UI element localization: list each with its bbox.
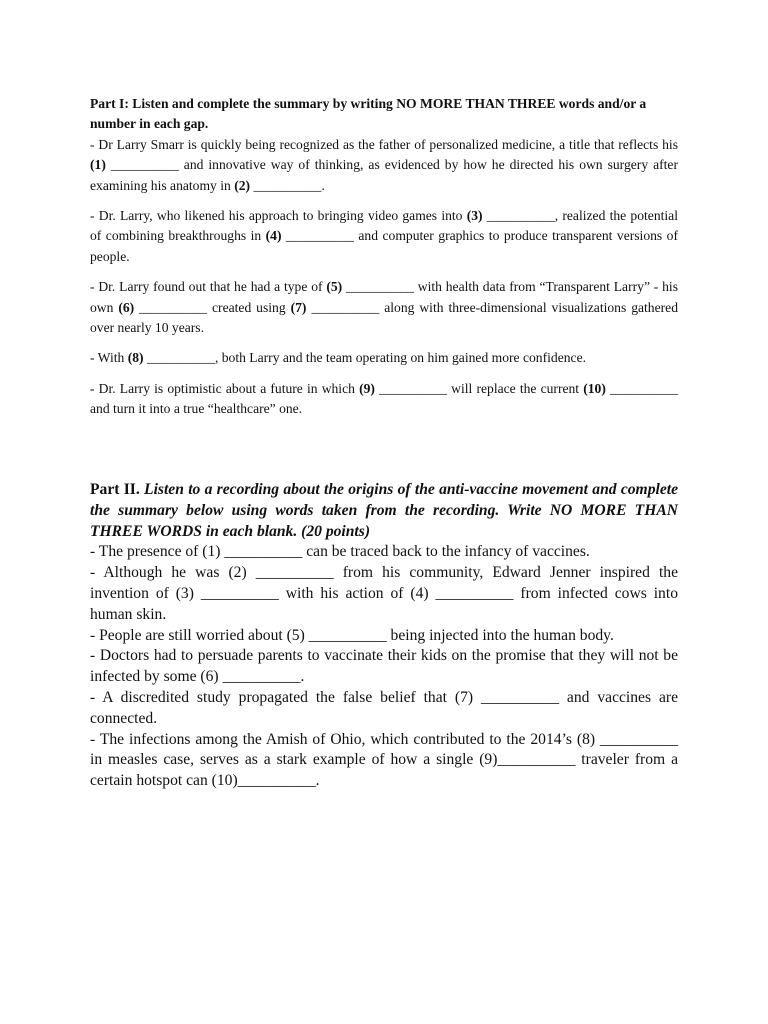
gap-number: (7) bbox=[290, 299, 307, 315]
part-one-item bbox=[90, 206, 678, 267]
part-one-item bbox=[90, 277, 678, 338]
part-two-heading bbox=[90, 480, 678, 542]
item-text: - With bbox=[90, 350, 128, 366]
gap-number: (4) bbox=[265, 228, 282, 244]
part-one-item bbox=[90, 379, 678, 420]
item-text: __________ and computer graphics to produce transparent versions of people. bbox=[90, 228, 679, 264]
item-text: __________, realized the potential of combining breakthroughs in bbox=[90, 208, 678, 244]
gap-number: (9) bbox=[359, 380, 375, 396]
part-two-section bbox=[90, 480, 678, 792]
gap-number: (2) bbox=[234, 177, 251, 193]
gap-number: (3) bbox=[466, 208, 483, 224]
item-text: - Dr. Larry found out that he had a type of bbox=[90, 279, 327, 295]
part-two-item: - A discredited study propagated the false belief that (7) __________ and vaccines are connected. bbox=[90, 688, 678, 727]
part-one-heading: Part I: Listen and complete the summary by writing NO MORE THAN THREE words and/or a number in each gap. bbox=[90, 96, 647, 132]
gap-number: (8) bbox=[127, 350, 144, 366]
item-text: __________ will replace the current bbox=[374, 380, 584, 396]
part-two-item: - Although he was (2) __________ from his community, Edward Jenner inspired the invention of (3) __________ with his action of (4) __________ from infected cows into human skin. bbox=[90, 564, 678, 623]
part-two-label: Part II. bbox=[90, 481, 140, 498]
gap-number: (1) bbox=[90, 157, 106, 173]
item-text: __________. bbox=[250, 177, 325, 193]
part-two-item: - The infections among the Amish of Ohio, which contributed to the 2014’s (8) __________ in measles case, serves as a stark example of how a single (9)__________ traveler from a certain hotspot can (10)__________. bbox=[90, 730, 678, 790]
gap-number: (5) bbox=[326, 279, 343, 295]
gap-number: (6) bbox=[118, 299, 135, 315]
item-text: __________ along with three-dimensional visualizations gathered over nearly 10 years. bbox=[90, 299, 678, 336]
part-two-instruction: Listen to a recording about the origins of the anti-vaccine movement and complete the summary below using words taken from the recording. Write NO MORE THAN THREE WORDS in each blank. (20 points) bbox=[90, 481, 678, 540]
gap-number: (10) bbox=[583, 380, 606, 396]
part-two-item: - Doctors had to persuade parents to vaccinate their kids on the promise that they will not be infected by some (6) __________. bbox=[90, 647, 678, 686]
part-two-item: - The presence of (1) __________ can be traced back to the infancy of vaccines. bbox=[90, 543, 590, 561]
item-text: __________ and innovative way of thinking, as evidenced by how he directed his own surgery after examining his anatomy in bbox=[90, 157, 678, 193]
item-text: __________ with health data from “Transparent Larry” - his own bbox=[90, 279, 678, 315]
item-text: __________, both Larry and the team operating on him gained more confidence. bbox=[143, 350, 586, 366]
item-text: - Dr. Larry is optimistic about a future in which bbox=[90, 380, 360, 396]
item-text: - Dr. Larry, who likened his approach to bringing video games into bbox=[90, 208, 467, 224]
item-text: __________ and turn it into a true “healthcare” one. bbox=[90, 380, 679, 417]
item-text: __________ created using bbox=[134, 299, 291, 315]
part-one-item bbox=[90, 135, 678, 196]
part-two-item: - People are still worried about (5) __________ being injected into the human body. bbox=[90, 626, 614, 644]
part-one-section bbox=[90, 94, 678, 430]
part-one-item bbox=[90, 348, 678, 368]
item-text: - Dr Larry Smarr is quickly being recognized as the father of personalized medicine, a title that reflects his bbox=[90, 136, 678, 152]
